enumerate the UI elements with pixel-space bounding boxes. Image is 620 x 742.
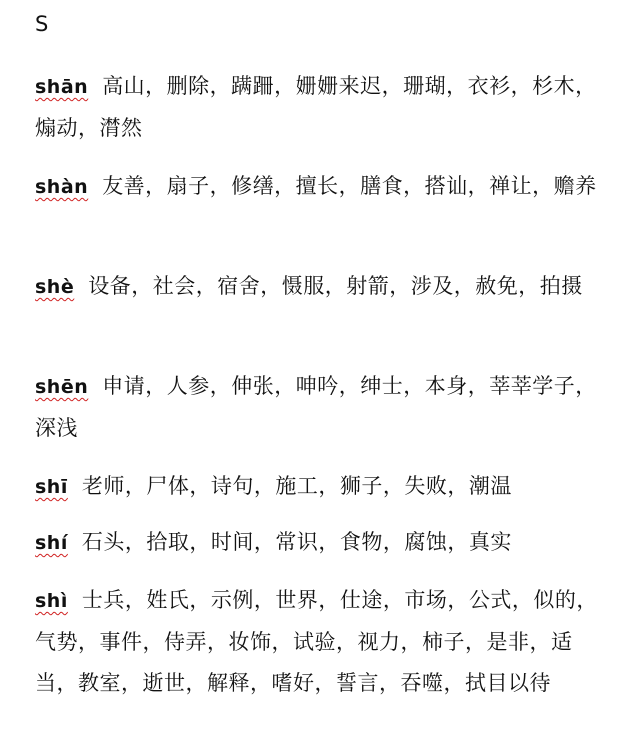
- entry-she4: [35, 266, 605, 308]
- entry-pinyin: shè: [35, 276, 75, 298]
- entry-shan4: [35, 166, 605, 208]
- entry-shen1: [35, 366, 605, 449]
- entry-pinyin: shàn: [35, 176, 89, 198]
- entry-pinyin: shī: [35, 476, 68, 498]
- entry-pinyin: shì: [35, 590, 68, 612]
- entry-shan1: [35, 66, 605, 149]
- entry-words: 设备，社会，宿舍，慑服，射箭，涉及，赦免，拍摄: [88, 274, 583, 298]
- entry-words: 石头，拾取，时间，常识，食物，腐蚀，真实: [81, 530, 512, 554]
- entry-shi1: [35, 466, 605, 508]
- entry-pinyin: shān: [35, 76, 89, 98]
- entry-words: 士兵，姓氏，示例，世界，仕途，市场，公式，似的，气势，事件，侍弄，妆饰，试验，视力，柿子，是非，适当，教室，逝世，解释，嗜好，誓言，吞噬，拭目以待: [35, 588, 598, 695]
- section-letter: S: [35, 12, 49, 36]
- entry-shi2: [35, 522, 605, 564]
- entry-words: 高山，删除，蹒跚，姗姗来迟，珊瑚，衣衫，杉木，煽动，潸然: [35, 74, 597, 140]
- entry-pinyin: shēn: [35, 376, 89, 398]
- entry-pinyin: shí: [35, 532, 68, 554]
- entry-shi4: [35, 580, 605, 704]
- entry-words: 友善，扇子，修缮，擅长，膳食，搭讪，禅让，赡养: [102, 174, 597, 198]
- entry-words: 申请，人参，伸张，呻吟，绅士，本身，莘莘学子，深浅: [35, 374, 597, 440]
- entry-words: 老师，尸体，诗句，施工，狮子，失败，潮温: [81, 474, 512, 498]
